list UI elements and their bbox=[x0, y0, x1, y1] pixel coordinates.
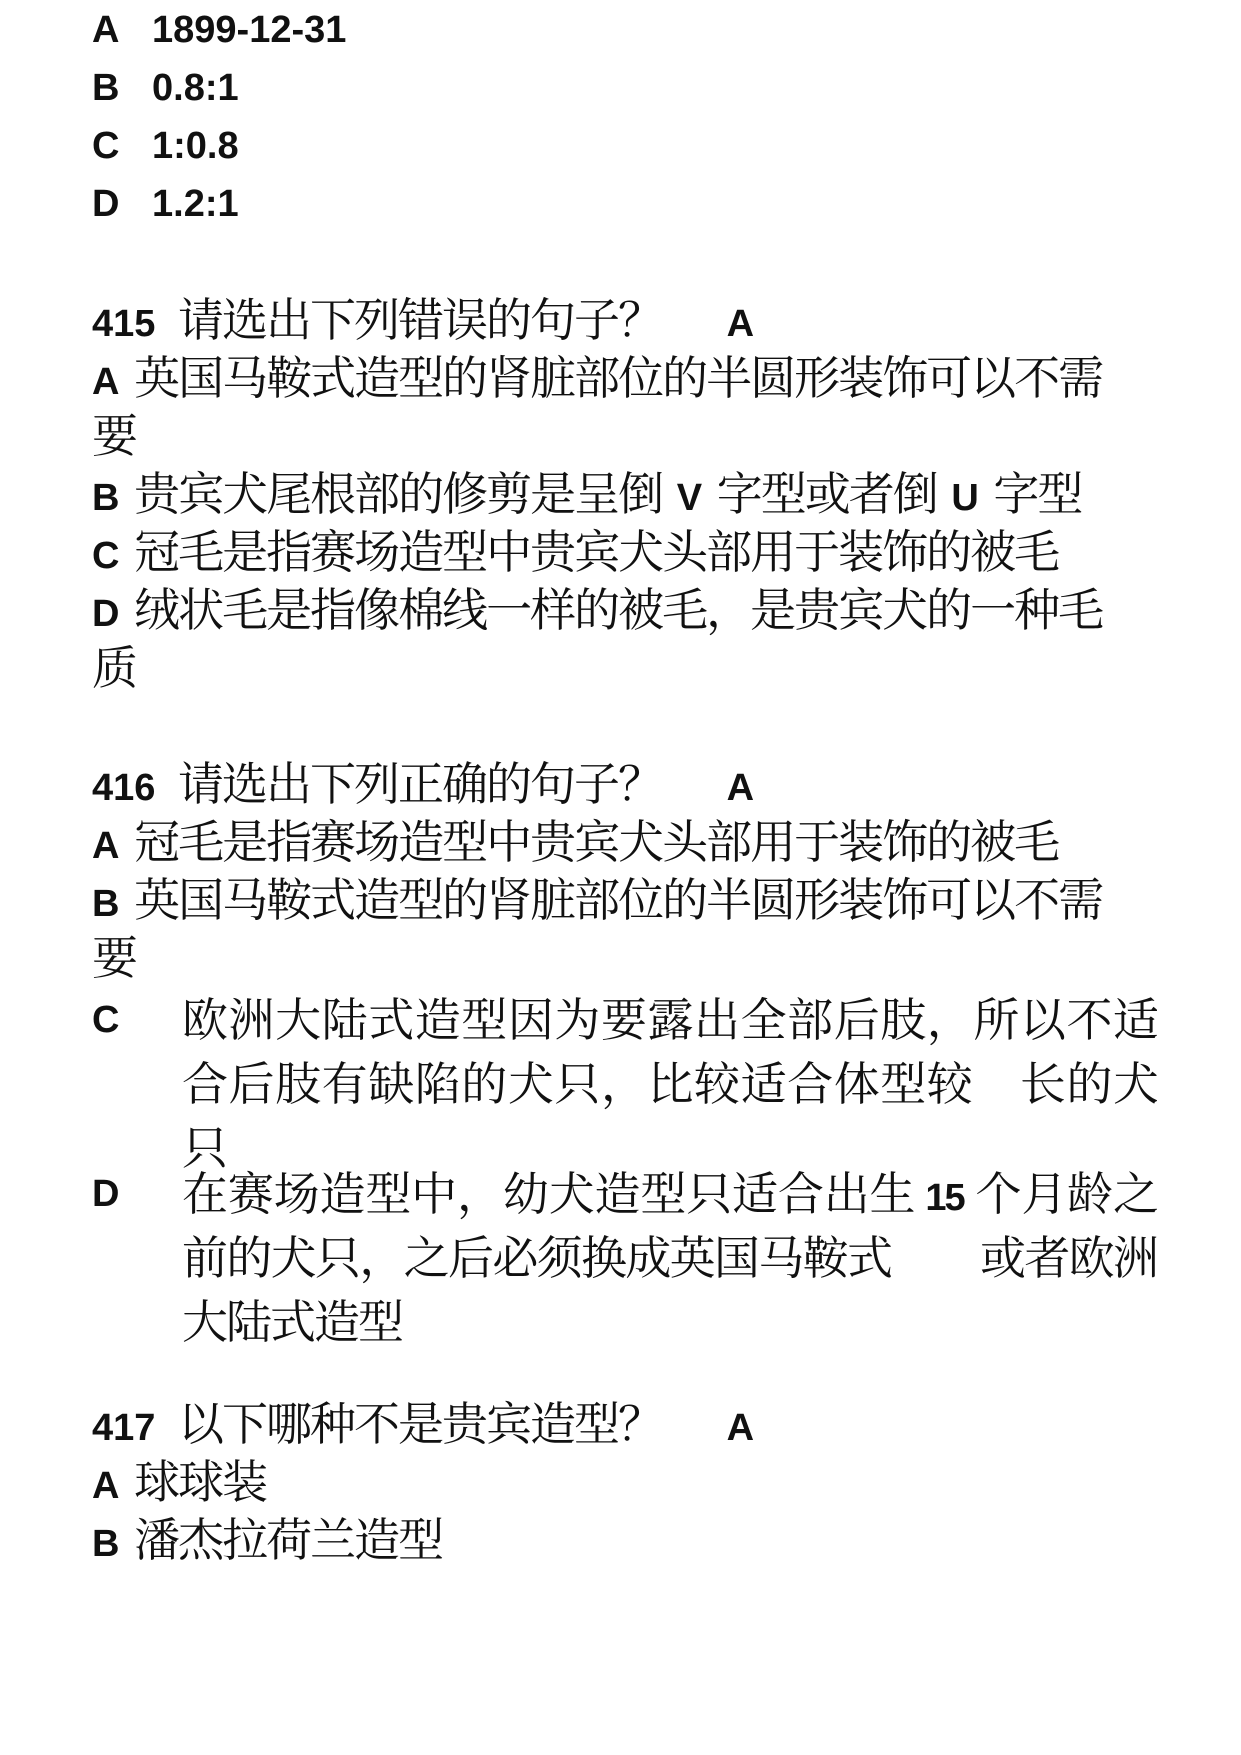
option-text-block bbox=[182, 1162, 1157, 1354]
option-text: 潘杰拉荷兰造型 bbox=[134, 1513, 443, 1567]
list-item bbox=[92, 116, 239, 176]
option-text: 要 bbox=[92, 931, 136, 985]
question-number: 417 bbox=[92, 1407, 156, 1449]
option-text: 前的犬只，之后必须换成英国马鞍式 或者欧洲 bbox=[182, 1231, 1157, 1285]
option-letter: B bbox=[92, 1523, 120, 1565]
option-letter: C bbox=[92, 535, 120, 577]
option-continuation bbox=[92, 638, 136, 698]
option-letter: D bbox=[92, 1173, 120, 1215]
option-text-block bbox=[182, 988, 1157, 1180]
option-letter: A bbox=[92, 1465, 120, 1507]
option-text: 1.2:1 bbox=[152, 183, 239, 225]
list-item bbox=[92, 174, 239, 234]
option-text: 个月龄之 bbox=[973, 1167, 1157, 1221]
option-letter: B bbox=[92, 883, 120, 925]
option-text: 英国马鞍式造型的肾脏部位的半圆形装饰可以不需 bbox=[134, 873, 1103, 927]
list-item bbox=[92, 522, 1058, 582]
option-text: U bbox=[951, 477, 979, 519]
answer-label: A bbox=[726, 767, 755, 809]
option-text: 绒状毛是指像棉线一样的被毛，是贵宾犬的一种毛 bbox=[134, 583, 1103, 637]
list-item bbox=[92, 812, 1058, 872]
option-text: 冠毛是指赛场造型中贵宾犬头部用于装饰的被毛 bbox=[134, 525, 1059, 579]
option-letter: A bbox=[92, 361, 120, 403]
option-letter: A bbox=[92, 9, 120, 51]
list-item bbox=[92, 1452, 266, 1512]
option-letter: D bbox=[92, 593, 120, 635]
question-number: 415 bbox=[92, 303, 156, 345]
option-text-line bbox=[182, 1162, 1157, 1226]
option-text: 大陆式造型 bbox=[182, 1295, 402, 1349]
option-text: 质 bbox=[92, 641, 136, 695]
answer-label: A bbox=[726, 1407, 755, 1449]
list-item bbox=[92, 58, 239, 118]
option-continuation bbox=[92, 406, 136, 466]
question-number: 416 bbox=[92, 767, 156, 809]
list-item bbox=[92, 464, 1081, 524]
question-text: 请选出下列错误的句子？ bbox=[178, 293, 663, 347]
question-416-heading bbox=[92, 754, 754, 814]
option-text: 冠毛是指赛场造型中贵宾犬头部用于装饰的被毛 bbox=[134, 815, 1059, 869]
list-item bbox=[92, 580, 1102, 640]
option-text: V bbox=[676, 477, 703, 519]
option-letter: B bbox=[92, 67, 120, 109]
question-text: 以下哪种不是贵宾造型？ bbox=[178, 1397, 663, 1451]
list-item bbox=[92, 0, 346, 60]
option-text: 在赛场造型中，幼犬造型只适合出生 bbox=[182, 1167, 916, 1221]
option-letter: A bbox=[92, 825, 120, 867]
list-item bbox=[92, 348, 1102, 408]
option-continuation bbox=[92, 928, 136, 988]
question-417-heading bbox=[92, 1394, 754, 1454]
option-text: 1899-12-31 bbox=[152, 9, 347, 51]
option-text: 1:0.8 bbox=[152, 125, 239, 167]
option-text: 要 bbox=[92, 409, 136, 463]
option-letter: B bbox=[92, 477, 120, 519]
question-415-heading bbox=[92, 290, 754, 350]
option-text: 字型或者倒 bbox=[716, 467, 937, 521]
option-text: 英国马鞍式造型的肾脏部位的半圆形装饰可以不需 bbox=[134, 351, 1103, 405]
option-letter: C bbox=[92, 999, 120, 1041]
answer-label: A bbox=[726, 303, 755, 345]
list-item bbox=[92, 870, 1102, 930]
option-text: 合后肢有缺陷的犬只，比较适合体型较 长的犬 bbox=[182, 1057, 1157, 1111]
option-text: 只 bbox=[182, 1121, 226, 1175]
option-text: 欧洲大陆式造型因为要露出全部后肢，所以不适 bbox=[182, 993, 1157, 1047]
option-letter: C bbox=[92, 125, 120, 167]
question-text: 请选出下列正确的句子？ bbox=[178, 757, 663, 811]
option-text: 贵宾犬尾根部的修剪是呈倒 bbox=[134, 467, 663, 521]
option-letter: D bbox=[92, 183, 120, 225]
option-text: 15 bbox=[925, 1177, 964, 1219]
option-text: 0.8:1 bbox=[152, 67, 239, 109]
list-item bbox=[92, 1510, 442, 1570]
option-text: 球球装 bbox=[134, 1455, 267, 1509]
option-text: 字型 bbox=[993, 467, 1082, 521]
